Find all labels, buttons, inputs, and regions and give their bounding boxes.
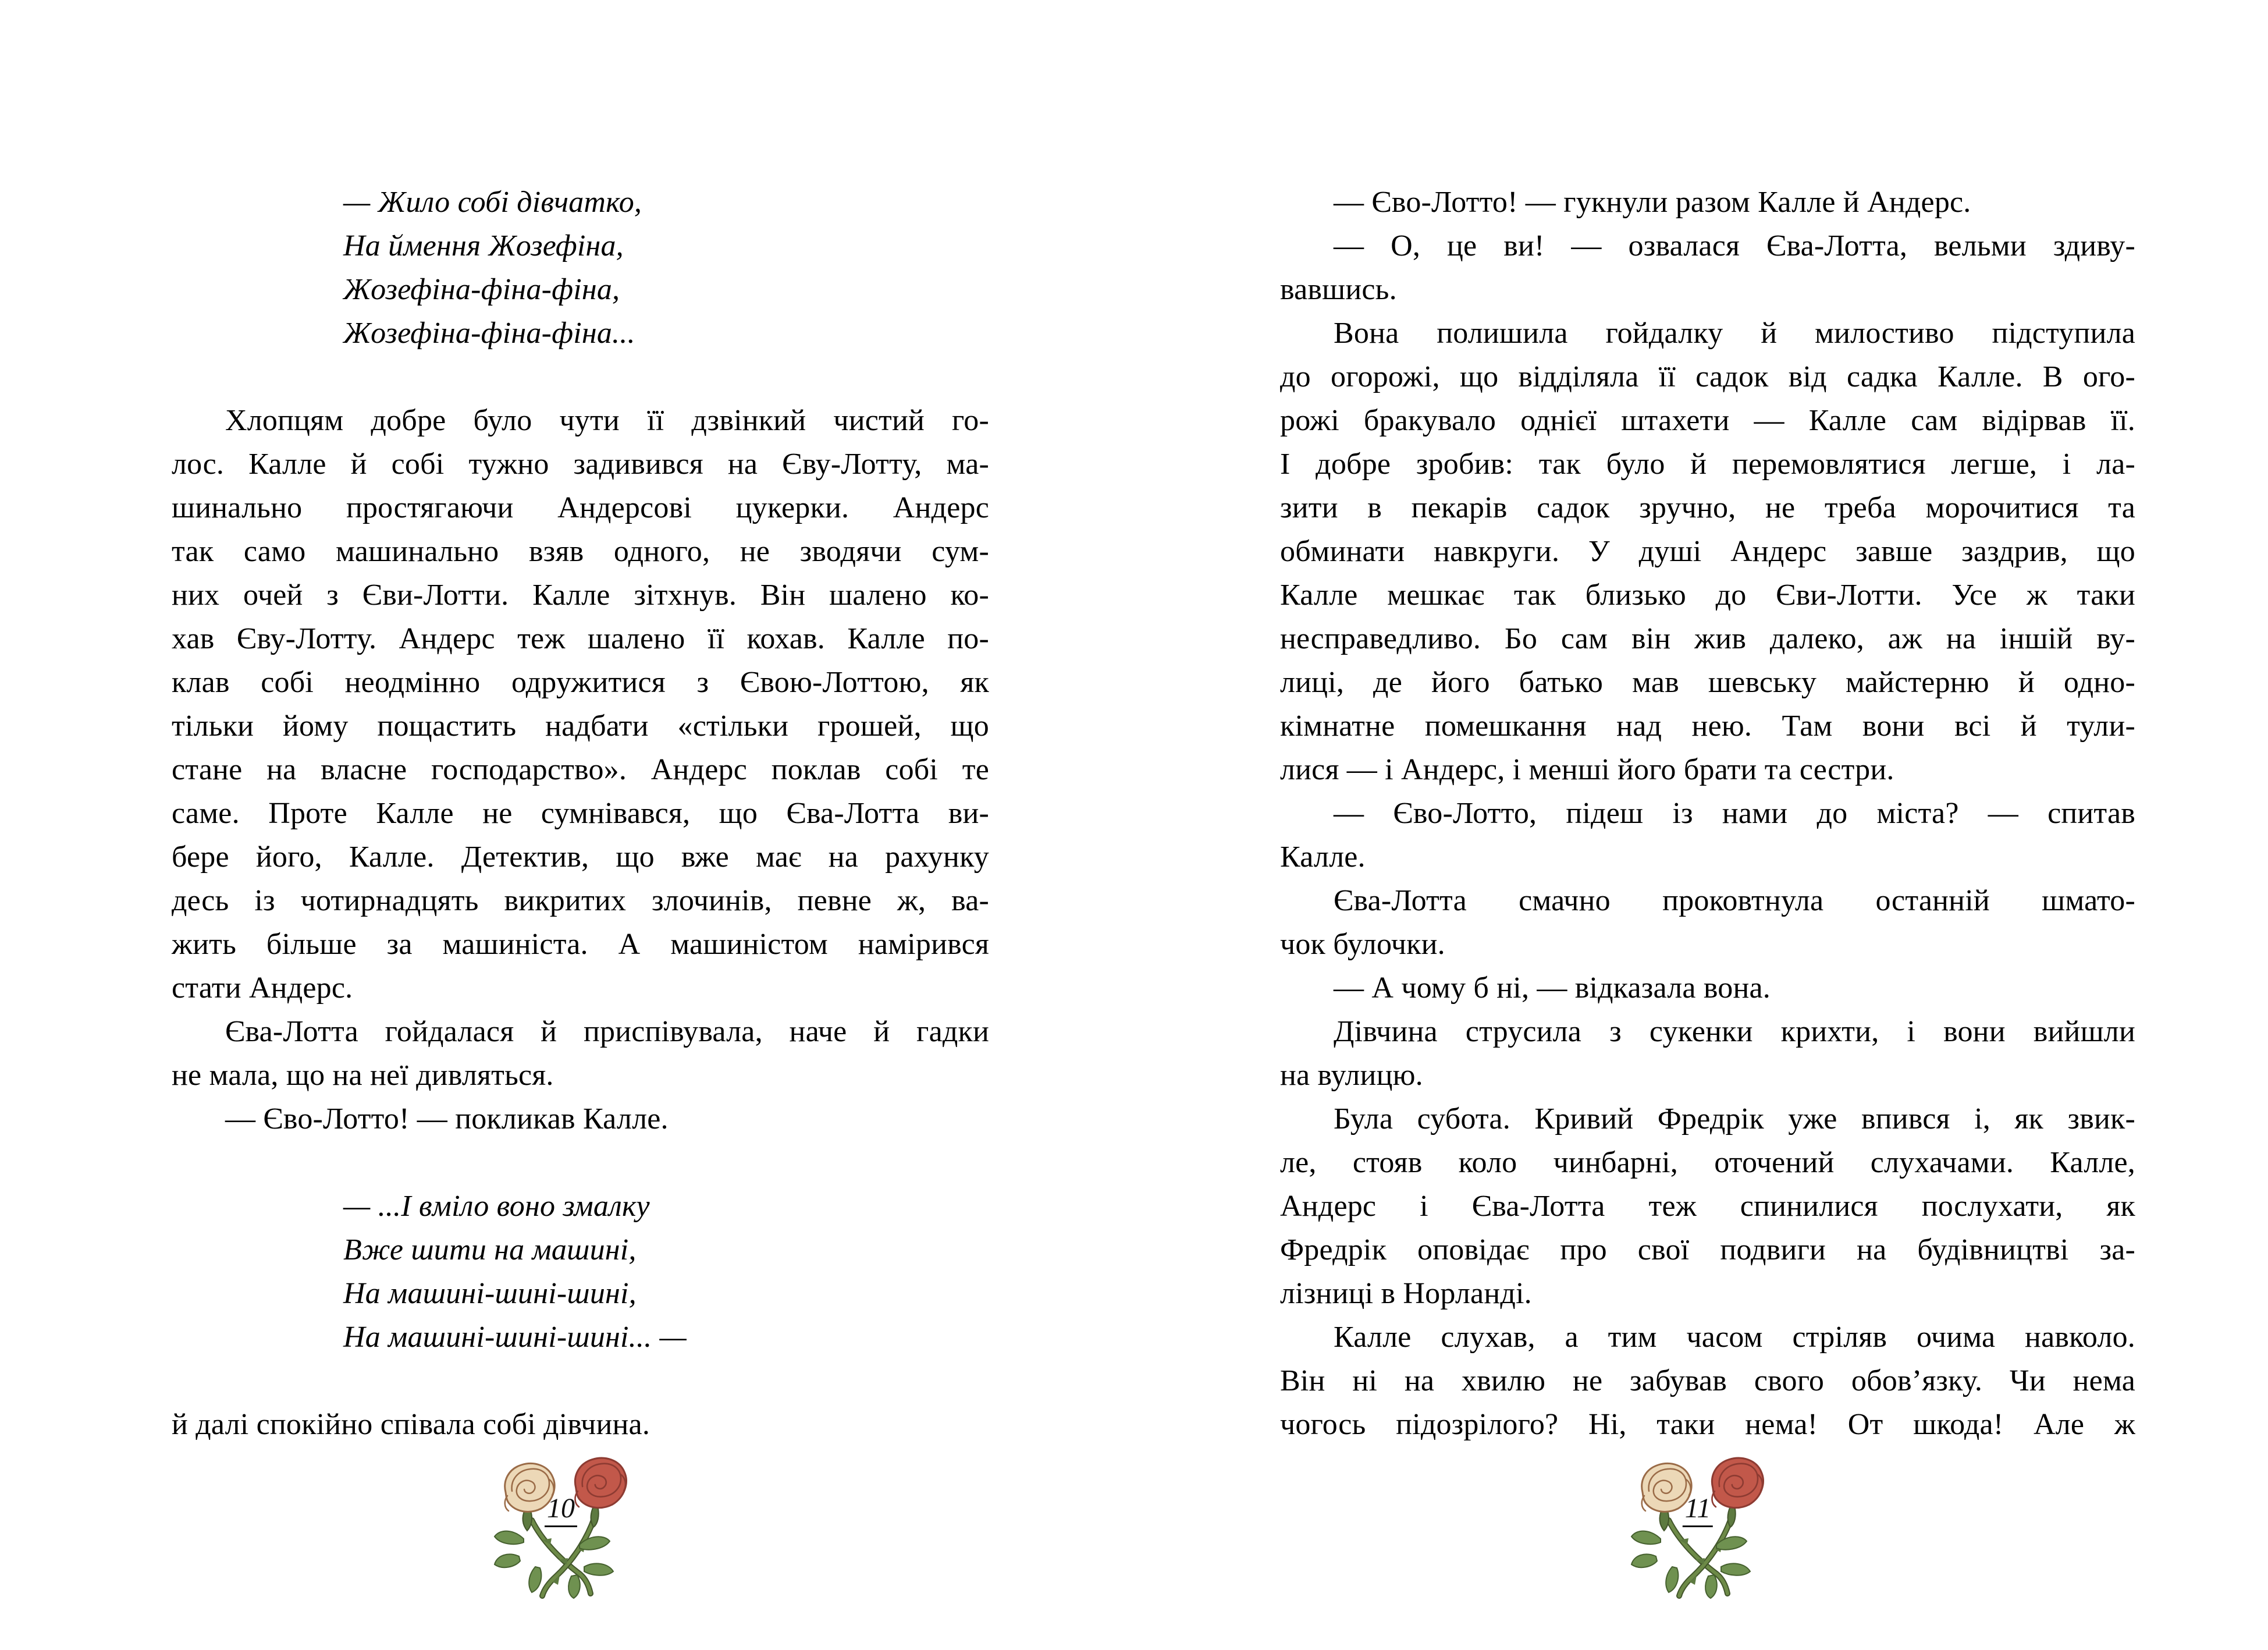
text-line: до огорожі, що відділяла її садок від садка Калле. В ого-	[1280, 360, 2135, 393]
text-line: несправедливо. Бо сам він жив далеко, аж на іншій ву-	[1280, 622, 2135, 655]
text-line: — Єво-Лотто, підеш із нами до міста? — спитав	[1334, 797, 2135, 830]
text-line: лізниці в Норланді.	[1280, 1277, 1532, 1310]
text-line: зити в пекарів садок зручно, не треба морочитися та	[1280, 491, 2135, 524]
red-rose-icon	[575, 1458, 626, 1507]
verse-line: — Жило собі дівчатко,	[343, 186, 642, 219]
page-number: 11	[1683, 1493, 1713, 1527]
text-line: Була субота. Кривий Фредрік уже впився і, як звик-	[1334, 1102, 2135, 1136]
blank-line	[172, 1141, 989, 1184]
text-line: шинально простягаючи Андерсові цукерки. Андерс	[172, 491, 989, 524]
text-line: лиці, де його батько мав шевську майстерню й одно-	[1280, 666, 2135, 699]
text-line: лися — і Андерс, і менші його брати та сестри.	[1280, 753, 1894, 786]
crossed-roses-ornament	[1629, 1453, 1769, 1601]
text-line: Єва-Лотта смачно проковтнула останній шмато-	[1334, 884, 2135, 917]
page-number: 10	[545, 1493, 577, 1527]
text-line: обминати навкруги. У душі Андерс завше заздрив, що	[1280, 535, 2135, 568]
text-line: Вона полишила гойдалку й милостиво підступила	[1334, 317, 2135, 350]
text-line: — Єво-Лотто! — гукнули разом Калле й Андерс.	[1334, 186, 1971, 219]
text-line: стане на власне господарство». Андерс поклав собі те	[172, 753, 989, 786]
verse-line: На ймення Жозефіна,	[343, 229, 624, 262]
text-line: І добре зробив: так було й перемовлятися легше, і ла-	[1280, 448, 2135, 481]
text-line: Дівчина струсила з сукенки крихти, і вони вийшли	[1334, 1015, 2135, 1048]
text-line: хав Єву-Лотту. Андерс теж шалено її кохав. Калле по-	[172, 622, 989, 655]
blank-line	[172, 355, 989, 399]
text-line: клав собі неодмінно одружитися з Євою-Лоттою, як	[172, 666, 989, 699]
text-line: чок булочки.	[1280, 928, 1445, 961]
text-line: ле, стояв коло чинбарні, оточений слухачами. Калле,	[1280, 1146, 2135, 1179]
text-line: Єва-Лотта гойдалася й приспівувала, наче й гадки	[225, 1015, 989, 1048]
text-line: Він ні на хвилю не забував свого обов’язку. Чи нема	[1280, 1364, 2135, 1397]
text-line: вавшись.	[1280, 273, 1397, 306]
rose-leaves	[1631, 1531, 1750, 1598]
text-line: них очей з Єви-Лотти. Калле зітхнув. Він шалено ко-	[172, 579, 989, 612]
verse-line: — ...І вміло воно змалку	[343, 1190, 650, 1223]
rose-leaves	[495, 1531, 613, 1598]
text-line: — А чому б ні, — відказала вона.	[1334, 971, 1771, 1005]
text-line: жить більше за машиніста. А машиністом намірився	[172, 928, 989, 961]
text-line: — О, це ви! — озвалася Єва-Лотта, вельми здиву-	[1334, 229, 2135, 262]
text-line: Хлопцям добре було чути її дзвінкий чистий го-	[225, 404, 989, 437]
text-line: так само машинально взяв одного, не зводячи сум-	[172, 535, 989, 568]
verse-line: На машині-шині-шині... —	[343, 1321, 687, 1354]
text-line: не мала, що на неї дивляться.	[172, 1059, 554, 1092]
verse-line: Вже шити на машині,	[343, 1233, 637, 1266]
text-line: чогось підозрілого? Ні, таки нема! От шкода! Але ж	[1280, 1408, 2135, 1441]
text-line: й далі спокійно співала собі дівчина.	[172, 1408, 650, 1441]
text-line: саме. Проте Калле не сумнівався, що Єва-Лотта ви-	[172, 797, 989, 830]
blank-line	[172, 1359, 989, 1403]
crossed-roses-ornament	[492, 1453, 632, 1601]
verse-line: На машині-шині-шині,	[343, 1277, 637, 1310]
text-line: Калле мешкає так близько до Єви-Лотти. Усе ж таки	[1280, 579, 2135, 612]
text-line: — Єво-Лотто! — покликав Калле.	[225, 1102, 669, 1136]
text-line: тільки йому пощастить надбати «стільки грошей, що	[172, 709, 989, 743]
text-line: десь із чотирнадцять викритих злочинів, певне ж, ва-	[172, 884, 989, 917]
text-line: Калле.	[1280, 840, 1366, 874]
page-left	[172, 180, 989, 1446]
text-line: стати Андерс.	[172, 971, 353, 1005]
verse-line: Жозефіна-фіна-фіна,	[343, 273, 620, 306]
page-right	[1280, 180, 2135, 1446]
red-rose-icon	[1712, 1458, 1763, 1507]
text-line: Фредрік оповідає про свої подвиги на будівництві за-	[1280, 1233, 2135, 1266]
verse-line: Жозефіна-фіна-фіна...	[343, 317, 635, 350]
text-line: Калле слухав, а тим часом стріляв очима навколо.	[1334, 1321, 2135, 1354]
text-line: Андерс і Єва-Лотта теж спинилися послухати, як	[1280, 1190, 2135, 1223]
text-line: кімнатне помешкання над нею. Там вони всі й тули-	[1280, 709, 2135, 743]
text-line: лос. Калле й собі тужно задивився на Єву-Лотту, ма-	[172, 448, 989, 481]
text-line: на вулицю.	[1280, 1059, 1423, 1092]
text-line: рожі бракувало однієї штахети — Калле сам відірвав її.	[1280, 404, 2135, 437]
text-line: бере його, Калле. Детектив, що вже має на рахунку	[172, 840, 989, 874]
